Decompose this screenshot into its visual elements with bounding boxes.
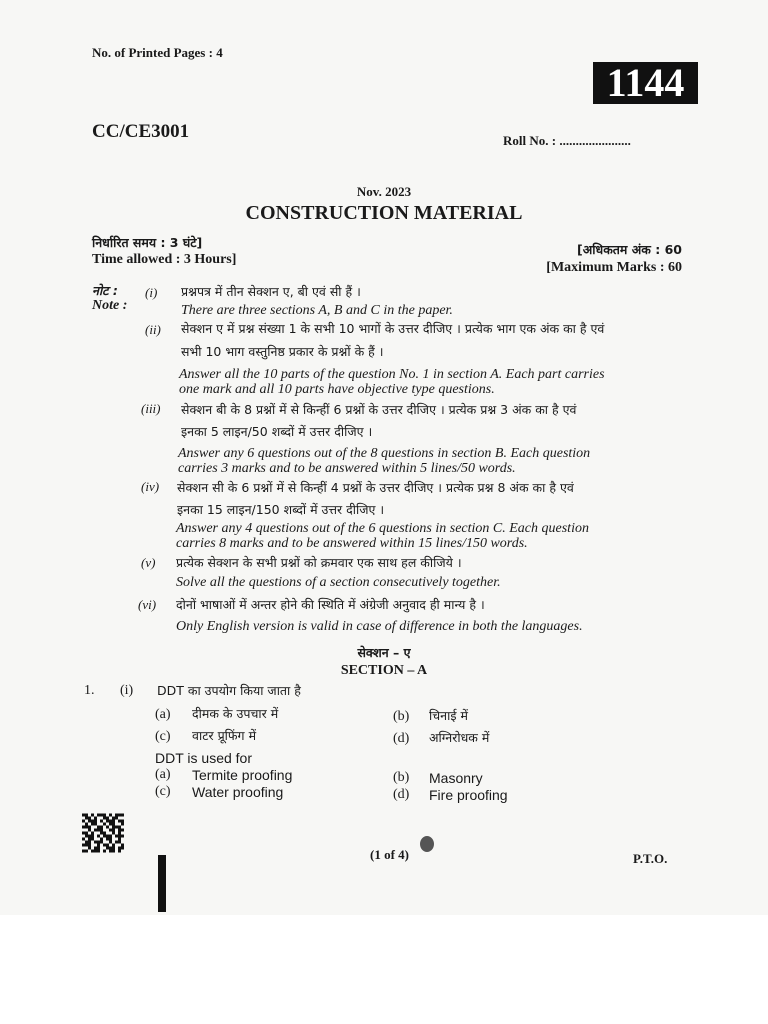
note-item-english: Solve all the questions of a section consecutively together. — [176, 575, 501, 590]
ink-blot — [420, 836, 434, 852]
note-label: Note : — [92, 298, 128, 313]
roll-number: Roll No. : ...................... — [503, 133, 631, 148]
note-item-hindi: प्रत्येक सेक्शन के सभी प्रश्नों को क्रमवार एक साथ हल कीजिये । — [176, 555, 462, 570]
note-item-hindi: सभी 10 भाग वस्तुनिष्ठ प्रकार के प्रश्नों के हैं । — [181, 344, 384, 359]
question-stem: DDT is used for — [155, 750, 252, 766]
option-key: (b) — [393, 770, 410, 785]
question-part: (i) — [120, 683, 134, 698]
option-text: Masonry — [429, 770, 483, 786]
note-item-english: Answer all the 10 parts of the question No. 1 in section A. Each part carries — [179, 367, 605, 382]
option-hindi: चिनाई में — [429, 708, 468, 723]
printed-pages: No. of Printed Pages : 4 — [92, 45, 223, 60]
note-item-english: carries 8 marks and to be answered within 15 lines/150 words. — [176, 536, 528, 551]
max-marks: [Maximum Marks : 60 — [546, 260, 682, 275]
note-item-hindi: सेक्शन ए में प्रश्न संख्या 1 के सभी 10 भागों के उत्तर दीजिए । प्रत्येक भाग एक अंक का है एवं — [181, 321, 605, 336]
note-label-hindi: नोट : — [92, 283, 118, 298]
option-hindi: दीमक के उपचार में — [192, 706, 279, 721]
option-key: (d) — [393, 787, 410, 802]
note-item-hindi: इनका 5 लाइन/50 शब्दों में उत्तर दीजिए । — [181, 424, 373, 439]
option-hindi: अग्निरोधक में — [429, 730, 490, 745]
note-item-number: (iv) — [141, 479, 160, 494]
section-heading-hindi: सेक्शन – ए — [357, 645, 411, 660]
exam-session: Nov. 2023 — [356, 184, 412, 199]
option-key: (c) — [155, 784, 171, 799]
note-item-english: carries 3 marks and to be answered within 5 lines/50 words. — [178, 461, 516, 476]
page-number: (1 of 4) — [370, 847, 409, 862]
option-text: Water proofing — [192, 784, 284, 800]
option-key: (a) — [155, 707, 171, 722]
option-hindi: वाटर प्रूफिंग में — [192, 728, 257, 743]
time-allowed: Time allowed : 3 Hours] — [92, 252, 237, 267]
option-key: (c) — [155, 729, 171, 744]
scan-marker-bar — [158, 855, 166, 912]
option-text: Termite proofing — [192, 767, 293, 783]
qr-code-icon — [82, 813, 124, 853]
option-text: Fire proofing — [429, 787, 508, 803]
subject-title: CONSTRUCTION MATERIAL — [245, 202, 523, 224]
paper-code-badge: 1144 — [593, 62, 698, 104]
note-item-hindi: प्रश्नपत्र में तीन सेक्शन ए, बी एवं सी हैं । — [181, 284, 361, 299]
note-item-english: one mark and all 10 parts have objective type questions. — [179, 382, 495, 397]
note-item-number: (ii) — [145, 322, 161, 337]
note-item-number: (iii) — [141, 401, 161, 416]
please-turn-over: P.T.O. — [633, 851, 668, 866]
course-code: CC/CE3001 — [92, 121, 190, 142]
max-marks-hindi: [अधिकतम अंक : 60 — [577, 242, 682, 257]
note-item-hindi: दोनों भाषाओं में अन्तर होने की स्थिति में अंग्रेजी अनुवाद ही मान्य है । — [176, 597, 485, 612]
option-key: (a) — [155, 767, 171, 782]
note-item-number: (i) — [145, 285, 158, 300]
note-item-english: Answer any 6 questions out of the 8 questions in section B. Each question — [178, 446, 591, 461]
option-key: (b) — [393, 709, 410, 724]
note-item-english: Answer any 4 questions out of the 6 questions in section C. Each question — [176, 521, 589, 536]
note-item-number: (vi) — [138, 597, 157, 612]
time-allowed-hindi: निर्धारित समय : 3 घंटे] — [92, 235, 203, 250]
question-number: 1. — [84, 683, 95, 698]
section-heading: SECTION – A — [340, 663, 428, 678]
option-key: (d) — [393, 731, 410, 746]
note-item-hindi: सेक्शन सी के 6 प्रश्नों में से किन्हीं 4 प्रश्नों के उत्तर दीजिए । प्रत्येक प्रश्न 8 अंक का है एवं — [177, 480, 574, 495]
note-item-hindi: इनका 15 लाइन/150 शब्दों में उत्तर दीजिए । — [177, 502, 385, 517]
note-item-english: Only English version is valid in case of difference in both the languages. — [176, 619, 583, 634]
note-item-number: (v) — [141, 555, 156, 570]
note-item-hindi: सेक्शन बी के 8 प्रश्नों में से किन्हीं 6 प्रश्नों के उत्तर दीजिए । प्रत्येक प्रश्न 3 अंक का है एवं — [181, 402, 577, 417]
note-item-english: There are three sections A, B and C in the paper. — [181, 303, 453, 318]
question-stem-hindi: DDT का उपयोग किया जाता है — [157, 683, 301, 698]
